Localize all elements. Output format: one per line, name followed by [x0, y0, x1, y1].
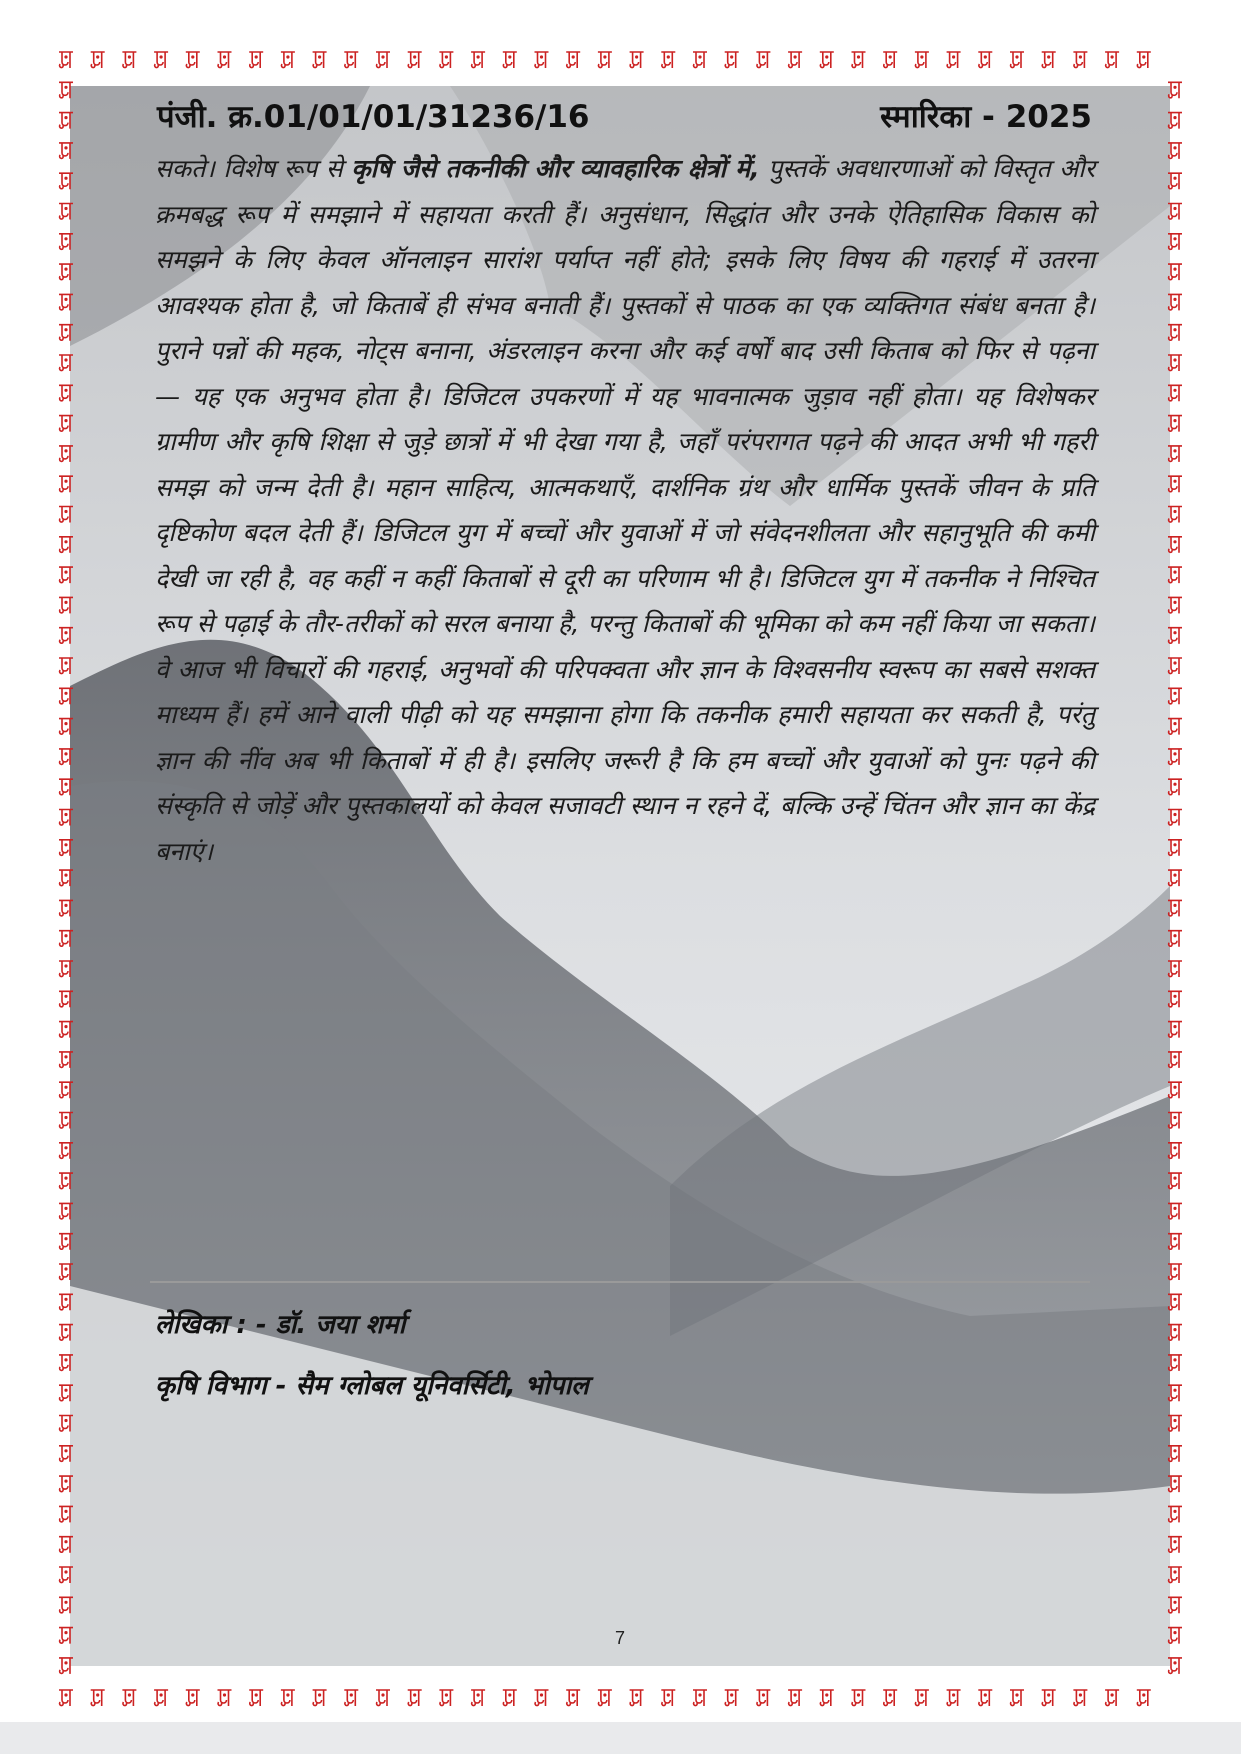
- ornament-glyph-icon: [439, 1690, 453, 1706]
- ornament-glyph-icon: [1137, 1690, 1151, 1706]
- ornament-glyph-icon: [59, 1416, 73, 1432]
- ornament-glyph-icon: [1168, 749, 1182, 765]
- ornament-glyph-icon: [1168, 1567, 1182, 1583]
- ornament-glyph-icon: [408, 1690, 422, 1706]
- ornament-glyph-icon: [186, 52, 200, 68]
- ornament-glyph-icon: [249, 1690, 263, 1706]
- ornament-glyph-icon: [59, 1173, 73, 1189]
- ornament-glyph-icon: [249, 52, 263, 68]
- ornament-glyph-icon: [1042, 52, 1056, 68]
- ornament-glyph-icon: [59, 870, 73, 886]
- ornament-glyph-icon: [408, 52, 422, 68]
- author-line: लेखिका : - डॉ. जया शर्मा: [155, 1310, 406, 1340]
- ornament-glyph-icon: [1105, 1690, 1119, 1706]
- ornament-glyph-icon: [1168, 325, 1182, 341]
- ornament-glyph-icon: [852, 52, 866, 68]
- ornament-glyph-icon: [1168, 355, 1182, 371]
- ornament-glyph-icon: [1168, 1022, 1182, 1038]
- ornament-glyph-icon: [598, 52, 612, 68]
- ornament-glyph-icon: [59, 1022, 73, 1038]
- ornament-glyph-icon: [1168, 1173, 1182, 1189]
- ornament-glyph-icon: [1168, 658, 1182, 674]
- body-text-rest: पुस्तकें अवधारणाओं को विस्तृत और क्रमबद्ध रूप में समझाने में सहायता करती हैं। अनुसंधान, सिद्धांत और उनके ऐतिहासिक विकास को समझने के लिए केवल ऑनलाइन सारांश पर्याप्त नहीं होते; इसके लिए विषय की गहराई में उतरना आवश्यक होता है, जो किताबें ही संभव बनाती हैं। पुस्तकों से पाठक का एक व्यक्तिगत संबंध बनता है। पुराने पन्नों की महक, नोट्स बनाना, अंडरलाइन करना और कई वर्षों बाद उसी किताब को फिर से पढ़ना — यह एक अनुभव होता है। डिजिटल उपकरणों में यह भावनात्मक जुड़ाव नहीं होता। यह विशेषकर ग्रामीण और कृषि शिक्षा से जुड़े छात्रों में भी देखा गया है, जहाँ परंपरागत पढ़ने की आदत अभी भी गहरी समझ को जन्म देती है। महान साहित्य, आत्मकथाएँ, दार्शनिक ग्रंथ और धार्मिक पुस्तकें जीवन के प्रति दृष्टिकोण बदल देती हैं। डिजिटल युग में बच्चों और युवाओं में जो संवेदनशीलता और सहानुभूति की कमी देखी जा रही है, वह कहीं न कहीं किताबों से दूरी का परिणाम भी है। डिजिटल युग में तकनीक ने निश्चित रूप से पढ़ाई के तौर-तरीकों को सरल बनाया है, परन्तु किताबों की भूमिका को कम नहीं किया जा सकता। वे आज भी विचारों की गहराई, अनुभवों की परिपक्वता और ज्ञान के विश्वसनीय स्वरूप का सबसे सशक्त माध्यम हैं। हमें आने वाली पीढ़ी को यह समझाना होगा कि तकनीक हमारी सहायता कर सकती है, परंतु ज्ञान की नींव अब भी किताबों में ही है। इसलिए जरूरी है कि हम बच्चों और युवाओं को पुनः पढ़ने की संस्कृति से जोड़ें और पुस्तकालयों को केवल सजावटी स्थान न रहने दें, बल्कि उन्हें चिंतन और ज्ञान का केंद्र बनाएं।: [155, 154, 1095, 866]
- souvenir-title: स्मारिका - 2025: [880, 99, 1092, 135]
- section-divider: [150, 1281, 1090, 1283]
- ornament-glyph-icon: [59, 82, 73, 98]
- ornament-glyph-icon: [1168, 1294, 1182, 1310]
- ornament-glyph-icon: [1168, 688, 1182, 704]
- ornament-glyph-icon: [59, 961, 73, 977]
- ornament-glyph-icon: [313, 52, 327, 68]
- ornament-glyph-icon: [915, 52, 929, 68]
- ornament-glyph-icon: [59, 507, 73, 523]
- ornament-glyph-icon: [1168, 1446, 1182, 1462]
- ornament-glyph-icon: [59, 355, 73, 371]
- ornament-glyph-icon: [59, 1325, 73, 1341]
- ornament-glyph-icon: [1137, 52, 1151, 68]
- ornament-glyph-icon: [59, 719, 73, 735]
- ornament-glyph-icon: [883, 1690, 897, 1706]
- ornament-glyph-icon: [883, 52, 897, 68]
- ornament-glyph-icon: [59, 1567, 73, 1583]
- ornament-glyph-icon: [661, 1690, 675, 1706]
- ornament-glyph-icon: [154, 52, 168, 68]
- ornament-glyph-icon: [59, 1143, 73, 1159]
- ornament-glyph-icon: [1010, 52, 1024, 68]
- ornament-glyph-icon: [535, 1690, 549, 1706]
- ornament-glyph-icon: [59, 1264, 73, 1280]
- ornament-glyph-icon: [1168, 1385, 1182, 1401]
- ornament-glyph-icon: [1168, 1264, 1182, 1280]
- ornament-glyph-icon: [59, 1446, 73, 1462]
- ornament-glyph-icon: [1168, 961, 1182, 977]
- ornament-glyph-icon: [59, 931, 73, 947]
- ornament-glyph-icon: [1168, 173, 1182, 189]
- ornament-glyph-icon: [756, 1690, 770, 1706]
- article-body: [155, 146, 1095, 874]
- ornament-glyph-icon: [344, 1690, 358, 1706]
- ornament-glyph-icon: [1168, 1143, 1182, 1159]
- ornament-glyph-icon: [59, 325, 73, 341]
- ornament-glyph-icon: [788, 52, 802, 68]
- ornament-glyph-icon: [186, 1690, 200, 1706]
- ornament-glyph-icon: [820, 1690, 834, 1706]
- ornament-glyph-icon: [1168, 507, 1182, 523]
- ornament-glyph-icon: [1168, 931, 1182, 947]
- ornament-glyph-icon: [1168, 1506, 1182, 1522]
- ornament-glyph-icon: [725, 52, 739, 68]
- ornament-glyph-icon: [471, 52, 485, 68]
- ornament-glyph-icon: [59, 1690, 73, 1706]
- ornament-glyph-icon: [91, 52, 105, 68]
- ornament-glyph-icon: [59, 1658, 73, 1674]
- body-text-bold: कृषि जैसे तकनीकी और व्यावहारिक क्षेत्रों में,: [351, 154, 760, 183]
- ornament-glyph-icon: [59, 1203, 73, 1219]
- ornament-glyph-icon: [1168, 779, 1182, 795]
- ornament-glyph-icon: [59, 749, 73, 765]
- ornament-glyph-icon: [59, 779, 73, 795]
- ornament-glyph-icon: [439, 52, 453, 68]
- ornament-glyph-icon: [820, 52, 834, 68]
- bottom-margin: [0, 1722, 1241, 1754]
- ornament-glyph-icon: [59, 1385, 73, 1401]
- ornament-glyph-icon: [1105, 52, 1119, 68]
- ornament-glyph-icon: [1010, 1690, 1024, 1706]
- ornament-glyph-icon: [59, 446, 73, 462]
- ornament-glyph-icon: [1168, 1203, 1182, 1219]
- ornament-glyph-icon: [693, 1690, 707, 1706]
- ornament-glyph-icon: [661, 52, 675, 68]
- ornament-glyph-icon: [1168, 113, 1182, 129]
- ornament-glyph-icon: [218, 1690, 232, 1706]
- ornament-glyph-icon: [1168, 719, 1182, 735]
- body-text-start: सकते। विशेष रूप से: [155, 154, 352, 183]
- ornament-glyph-icon: [59, 1052, 73, 1068]
- ornament-glyph-icon: [1168, 1628, 1182, 1644]
- ornament-glyph-icon: [59, 173, 73, 189]
- ornament-glyph-icon: [1168, 1355, 1182, 1371]
- ornament-glyph-icon: [1168, 1234, 1182, 1250]
- ornament-glyph-icon: [1168, 1537, 1182, 1553]
- ornament-glyph-icon: [1042, 1690, 1056, 1706]
- ornament-glyph-icon: [915, 1690, 929, 1706]
- ornament-glyph-icon: [59, 1506, 73, 1522]
- ornament-glyph-icon: [1168, 1082, 1182, 1098]
- page-number: 7: [614, 1628, 625, 1648]
- ornament-glyph-icon: [1168, 567, 1182, 583]
- ornament-glyph-icon: [59, 628, 73, 644]
- ornament-glyph-icon: [1168, 1113, 1182, 1129]
- ornament-glyph-icon: [1168, 294, 1182, 310]
- ornament-glyph-icon: [788, 1690, 802, 1706]
- ornament-glyph-icon: [1168, 416, 1182, 432]
- ornament-glyph-icon: [313, 1690, 327, 1706]
- ornament-glyph-icon: [503, 52, 517, 68]
- ornament-glyph-icon: [59, 385, 73, 401]
- ornament-glyph-icon: [978, 1690, 992, 1706]
- ornament-glyph-icon: [218, 52, 232, 68]
- ornament-glyph-icon: [1168, 628, 1182, 644]
- ornament-glyph-icon: [122, 52, 136, 68]
- ornament-glyph-icon: [630, 52, 644, 68]
- ornament-glyph-icon: [59, 658, 73, 674]
- ornament-glyph-icon: [59, 1628, 73, 1644]
- ornament-glyph-icon: [1168, 840, 1182, 856]
- ornament-glyph-icon: [59, 1082, 73, 1098]
- ornament-glyph-icon: [59, 810, 73, 826]
- ornament-glyph-icon: [1168, 264, 1182, 280]
- registration-number: पंजी. क्र.01/01/01/31236/16: [157, 99, 590, 135]
- ornament-glyph-icon: [344, 52, 358, 68]
- ornament-glyph-icon: [1168, 1476, 1182, 1492]
- ornament-glyph-icon: [566, 1690, 580, 1706]
- ornament-glyph-icon: [947, 52, 961, 68]
- ornament-glyph-icon: [59, 1537, 73, 1553]
- ornament-glyph-icon: [59, 1597, 73, 1613]
- ornament-glyph-icon: [59, 537, 73, 553]
- ornament-glyph-icon: [1168, 810, 1182, 826]
- ornament-glyph-icon: [59, 113, 73, 129]
- ornament-glyph-icon: [59, 840, 73, 856]
- ornament-glyph-icon: [1073, 1690, 1087, 1706]
- ornament-glyph-icon: [91, 1690, 105, 1706]
- ornament-glyph-icon: [59, 900, 73, 916]
- ornament-glyph-icon: [59, 991, 73, 1007]
- ornament-glyph-icon: [756, 52, 770, 68]
- ornament-glyph-icon: [947, 1690, 961, 1706]
- ornament-glyph-icon: [376, 52, 390, 68]
- ornament-glyph-icon: [1168, 1052, 1182, 1068]
- ornament-glyph-icon: [59, 294, 73, 310]
- ornament-glyph-icon: [1168, 385, 1182, 401]
- ornament-glyph-icon: [1168, 476, 1182, 492]
- ornament-glyph-icon: [566, 52, 580, 68]
- ornament-glyph-icon: [1168, 537, 1182, 553]
- ornament-glyph-icon: [1168, 143, 1182, 159]
- ornament-glyph-icon: [59, 264, 73, 280]
- ornament-glyph-icon: [154, 1690, 168, 1706]
- ornament-glyph-icon: [59, 1113, 73, 1129]
- ornament-glyph-icon: [978, 52, 992, 68]
- ornament-glyph-icon: [693, 52, 707, 68]
- ornament-glyph-icon: [471, 1690, 485, 1706]
- ornament-glyph-icon: [59, 234, 73, 250]
- ornament-glyph-icon: [59, 567, 73, 583]
- ornament-glyph-icon: [503, 1690, 517, 1706]
- ornament-glyph-icon: [59, 204, 73, 220]
- ornament-glyph-icon: [630, 1690, 644, 1706]
- ornament-glyph-icon: [59, 143, 73, 159]
- ornament-glyph-icon: [1168, 1416, 1182, 1432]
- ornament-glyph-icon: [59, 1355, 73, 1371]
- ornament-glyph-icon: [725, 1690, 739, 1706]
- ornament-glyph-icon: [59, 597, 73, 613]
- ornament-glyph-icon: [1168, 204, 1182, 220]
- ornament-glyph-icon: [1168, 991, 1182, 1007]
- ornament-glyph-icon: [1168, 1325, 1182, 1341]
- page-header: [157, 86, 1092, 146]
- ornament-glyph-icon: [1168, 597, 1182, 613]
- ornament-glyph-icon: [852, 1690, 866, 1706]
- ornament-glyph-icon: [122, 1690, 136, 1706]
- ornament-glyph-icon: [281, 1690, 295, 1706]
- ornament-glyph-icon: [1168, 900, 1182, 916]
- ornament-glyph-icon: [535, 52, 549, 68]
- ornament-glyph-icon: [59, 1476, 73, 1492]
- ornament-glyph-icon: [59, 52, 73, 68]
- ornament-glyph-icon: [1168, 1658, 1182, 1674]
- ornament-glyph-icon: [598, 1690, 612, 1706]
- ornament-glyph-icon: [281, 52, 295, 68]
- ornament-glyph-icon: [59, 416, 73, 432]
- ornament-glyph-icon: [1168, 234, 1182, 250]
- ornament-glyph-icon: [59, 476, 73, 492]
- ornament-glyph-icon: [1168, 82, 1182, 98]
- ornament-glyph-icon: [59, 1294, 73, 1310]
- ornament-glyph-icon: [1168, 870, 1182, 886]
- ornament-glyph-icon: [1073, 52, 1087, 68]
- ornament-glyph-icon: [59, 688, 73, 704]
- ornament-glyph-icon: [1168, 446, 1182, 462]
- ornament-glyph-icon: [1168, 1597, 1182, 1613]
- affiliation-line: कृषि विभाग - सैम ग्लोबल यूनिवर्सिटी, भोपाल: [155, 1371, 589, 1401]
- ornament-glyph-icon: [59, 1234, 73, 1250]
- ornament-glyph-icon: [376, 1690, 390, 1706]
